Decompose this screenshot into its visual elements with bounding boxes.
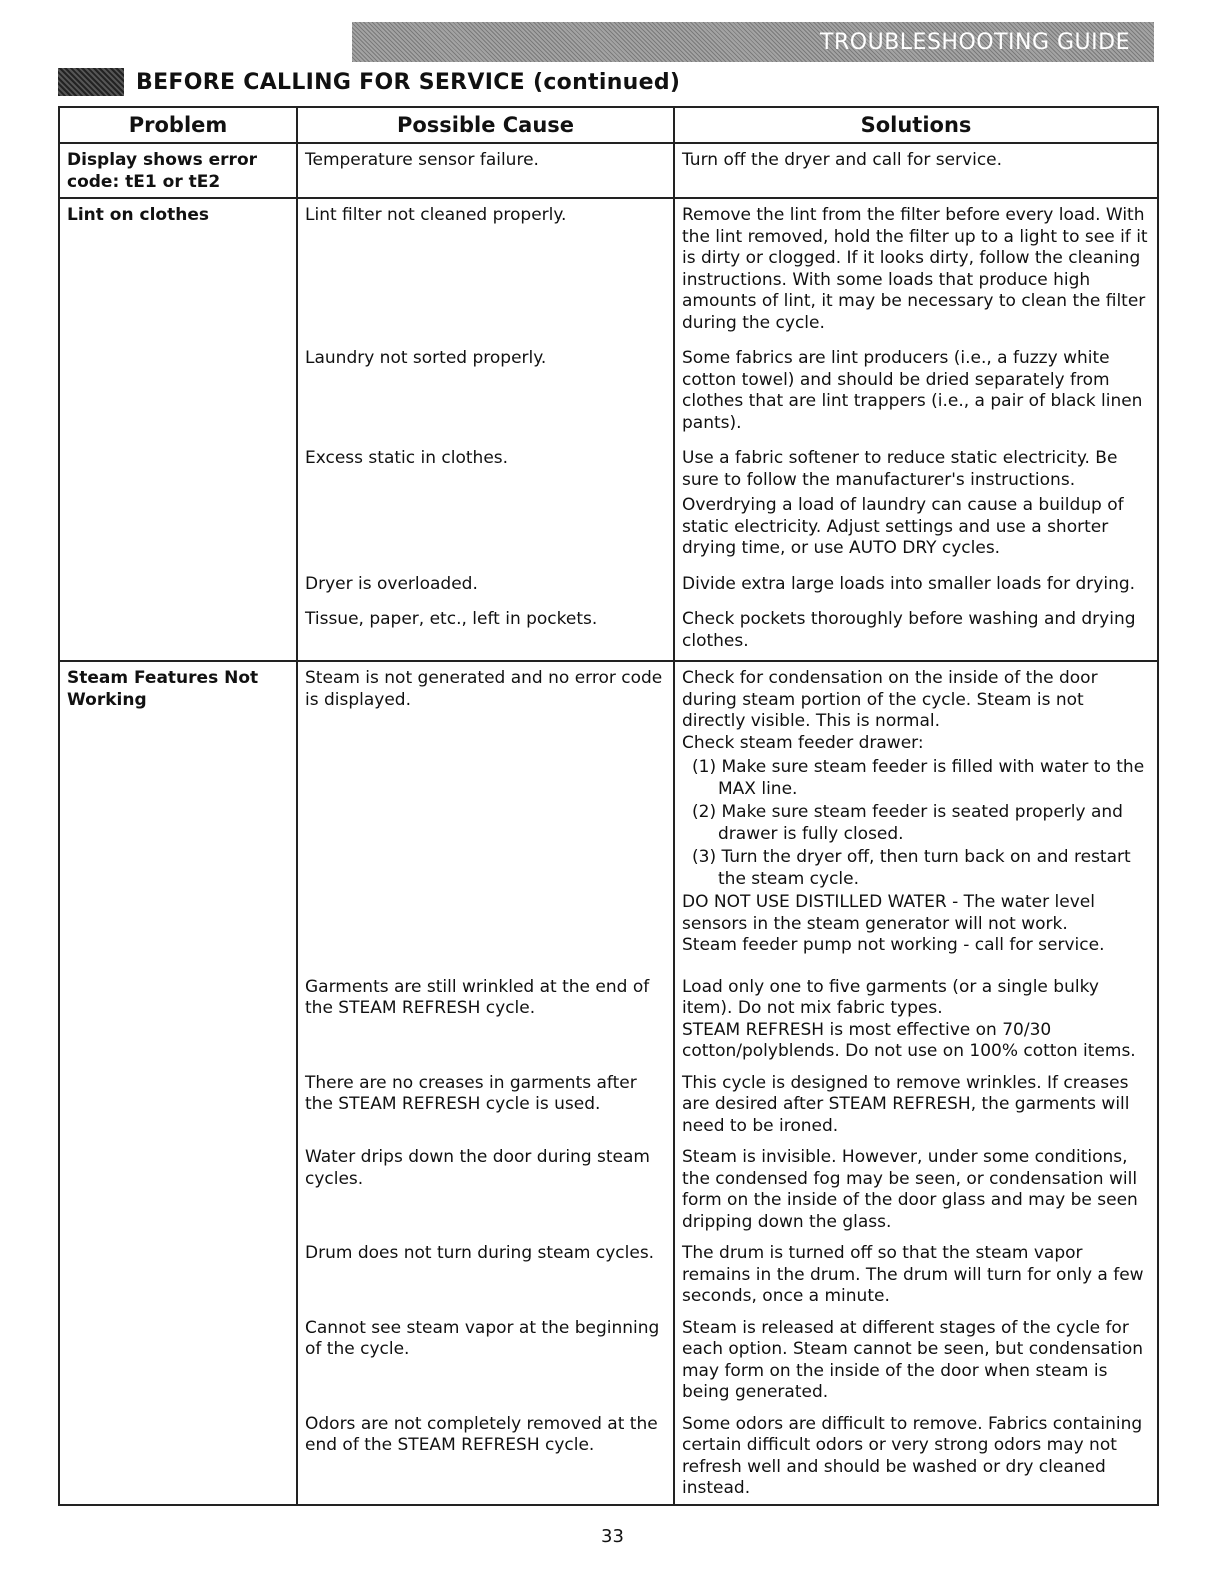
solution-cell [674, 342, 1158, 442]
table-row [59, 143, 1158, 198]
problem-cell: Steam Features Not Working [59, 661, 297, 971]
solution-text: Steam feeder pump not working - call for service. [682, 935, 1105, 955]
solution-step: (2) Make sure steam feeder is seated properly and drawer is fully closed. [692, 802, 1123, 844]
solution-text: The drum is turned off so that the steam vapor remains in the drum. The drum will turn for only a few seconds, once a minute. [682, 1243, 1144, 1306]
solution-text: Remove the lint from the filter before every load. With the lint removed, hold the filter up to a light to see if it is dirty or clogged. If it looks dirty, follow the cleaning instructions. With some loads that produce high amounts of lint, it may be necessary to clean the filter during the cycle. [682, 205, 1148, 333]
table-header-row [59, 107, 1158, 143]
table-row [59, 1067, 1158, 1142]
troubleshooting-guide-banner [352, 22, 1154, 62]
solution-text: STEAM REFRESH is most effective on 70/30 cotton/polyblends. Do not use on 100% cotton items. [682, 1019, 1136, 1061]
table-row [59, 198, 1158, 342]
cause-cell: Water drips down the door during steam cycles. [297, 1141, 674, 1237]
cause-cell: Garments are still wrinkled at the end of the STEAM REFRESH cycle. [297, 971, 674, 1067]
solution-cell [674, 1067, 1158, 1142]
problem-cell [59, 1141, 297, 1237]
page-number: 33 [601, 1526, 624, 1547]
solution-text: Steam is released at different stages of the cycle for each option. Steam cannot be seen, but condensation may form on the inside of the door when steam is being generated. [682, 1317, 1144, 1402]
cause-cell: Odors are not completely removed at the end of the STEAM REFRESH cycle. [297, 1408, 674, 1505]
table-row [59, 568, 1158, 604]
solution-text: Some fabrics are lint producers (i.e., a fuzzy white cotton towel) and should be dried separately from clothes that are lint trappers (i.e., a pair of black linen pants). [682, 348, 1143, 433]
table-row [59, 971, 1158, 1067]
problem-cell [59, 568, 297, 604]
solution-cell [674, 198, 1158, 342]
solution-cell [674, 1408, 1158, 1505]
cause-cell: Cannot see steam vapor at the beginning of the cycle. [297, 1312, 674, 1408]
problem-cell [59, 971, 297, 1067]
header-possible-cause: Possible Cause [297, 107, 674, 143]
solution-cell [674, 568, 1158, 604]
solution-text: Some odors are difficult to remove. Fabrics containing certain difficult odors or very strong odors may not refresh well and should be washed or dry cleaned instead. [682, 1413, 1143, 1498]
solution-text: Steam is invisible. However, under some conditions, the condensed fog may be seen, or condensation will form on the inside of the door glass and may be seen dripping down the glass. [682, 1147, 1138, 1232]
table-row [59, 1141, 1158, 1237]
solution-text: Divide extra large loads into smaller loads for drying. [682, 573, 1136, 594]
solution-cell [674, 603, 1158, 661]
solution-text: Check for condensation on the inside of the door during steam portion of the cycle. Steam is not directly visible. This is normal. [682, 668, 1098, 731]
cause-cell: Steam is not generated and no error code is displayed. [297, 661, 674, 971]
solution-text: DO NOT USE DISTILLED WATER - The water level sensors in the steam generator will not work. [682, 892, 1095, 934]
header-solutions: Solutions [674, 107, 1158, 143]
cause-cell: Laundry not sorted properly. [297, 342, 674, 442]
solution-cell [674, 971, 1158, 1067]
solution-text: Turn off the dryer and call for service. [682, 150, 1003, 170]
problem-cell [59, 442, 297, 568]
solution-text: Overdrying a load of laundry can cause a buildup of static electricity. Adjust settings and use a shorter drying time, or use AUTO DRY cycles. [682, 495, 1124, 558]
problem-cell [59, 1067, 297, 1142]
solution-text: Check pockets thoroughly before washing and drying clothes. [682, 609, 1136, 651]
cause-cell: Dryer is overloaded. [297, 568, 674, 604]
problem-cell [59, 603, 297, 661]
solution-cell [674, 1312, 1158, 1408]
solution-text: Load only one to five garments (or a single bulky item). Do not mix fabric types. [682, 976, 1099, 1018]
solution-cell [674, 1237, 1158, 1312]
problem-cell: Lint on clothes [59, 198, 297, 342]
solution-cell [674, 143, 1158, 198]
table-row [59, 442, 1158, 568]
solution-cell [674, 442, 1158, 568]
cause-cell: Temperature sensor failure. [297, 143, 674, 198]
solution-text: Check steam feeder drawer: [682, 732, 924, 753]
table-row [59, 661, 1158, 971]
problem-cell [59, 1312, 297, 1408]
problem-cell [59, 1237, 297, 1312]
cause-cell: Tissue, paper, etc., left in pockets. [297, 603, 674, 661]
troubleshooting-table [58, 106, 1159, 1506]
solution-step: (1) Make sure steam feeder is filled with water to the MAX line. [692, 757, 1145, 799]
heading-marker-block [58, 68, 124, 96]
problem-cell [59, 342, 297, 442]
cause-cell: Drum does not turn during steam cycles. [297, 1237, 674, 1312]
solution-text: This cycle is designed to remove wrinkles. If creases are desired after STEAM REFRESH, the garments will need to be ironed. [682, 1072, 1130, 1136]
problem-cell: Display shows error code: tE1 or tE2 [59, 143, 297, 198]
table-row [59, 603, 1158, 661]
table-row [59, 1312, 1158, 1408]
header-problem: Problem [59, 107, 297, 143]
solution-text: Use a fabric softener to reduce static electricity. Be sure to follow the manufacturer's instructions. [682, 448, 1118, 490]
solution-cell [674, 1141, 1158, 1237]
table-row [59, 342, 1158, 442]
banner-label: TROUBLESHOOTING GUIDE [820, 29, 1130, 55]
section-heading-text: BEFORE CALLING FOR SERVICE (continued) [136, 69, 681, 95]
table-row [59, 1237, 1158, 1312]
table-row [59, 1408, 1158, 1505]
section-heading [58, 66, 680, 98]
cause-cell: There are no creases in garments after the STEAM REFRESH cycle is used. [297, 1067, 674, 1142]
cause-cell: Excess static in clothes. [297, 442, 674, 568]
problem-cell [59, 1408, 297, 1505]
cause-cell: Lint filter not cleaned properly. [297, 198, 674, 342]
solution-step: (3) Turn the dryer off, then turn back on and restart the steam cycle. [692, 847, 1131, 889]
solution-cell [674, 661, 1158, 971]
